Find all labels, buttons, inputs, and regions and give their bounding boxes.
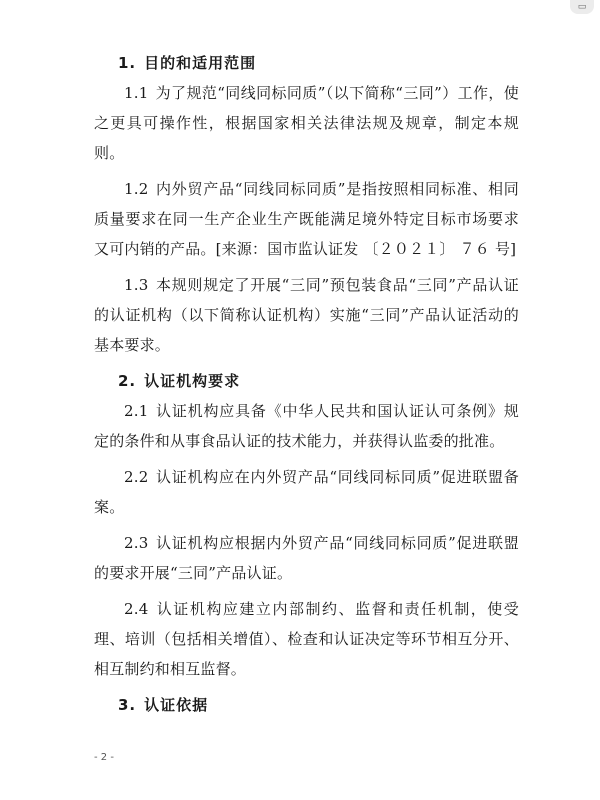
section-title: 认证机构要求 — [144, 372, 241, 390]
clause-number: 2.3 — [124, 534, 149, 552]
paragraph — [94, 594, 519, 684]
page-number: - 2 - — [94, 752, 114, 763]
clause-number: 2.4 — [124, 600, 149, 618]
clause-number: 1.3 — [124, 276, 149, 294]
clause-number: 2.2 — [124, 468, 149, 486]
section-number: 3. — [118, 696, 137, 714]
clause-number: 1.2 — [124, 180, 149, 198]
section-number: 1. — [118, 54, 137, 72]
section-title: 认证依据 — [144, 696, 209, 714]
section-heading — [94, 366, 519, 396]
document-body — [94, 48, 519, 720]
clause-text: 认证机构应建立内部制约、监督和责任机制，使受理、培训（包括相关增值）、检查和认证决定等环节相互分开、相互制约和相互监督。 — [94, 600, 519, 678]
section-title: 目的和适用范围 — [144, 54, 257, 72]
clause-text: 内外贸产品“同线同标同质”是指按照相同标准、相同质量要求在同一生产企业生产既能满足境外特定目标市场要求又可内销的产品。[来源：国市监认证发 〔２０２１〕 ７６ 号] — [94, 180, 520, 258]
clause-text: 认证机构应根据内外贸产品“同线同标同质”促进联盟的要求开展“三同”产品认证。 — [94, 534, 520, 582]
paragraph — [94, 174, 519, 264]
clause-text: 为了规范“同线同标同质”（以下简称“三同”）工作，使之更具可操作性，根据国家相关法律法规及规章，制定本规则。 — [94, 84, 519, 162]
section-heading — [94, 690, 519, 720]
clause-number: 1.1 — [124, 84, 149, 102]
paragraph — [94, 528, 519, 588]
paragraph — [94, 270, 519, 360]
paragraph — [94, 78, 519, 168]
clause-text: 本规则规定了开展“三同”预包装食品“三同”产品认证的认证机构（以下简称认证机构）实施“三同”产品认证活动的基本要求。 — [94, 276, 519, 354]
section-number: 2. — [118, 372, 137, 390]
paragraph — [94, 462, 519, 522]
clause-text: 认证机构应在内外贸产品“同线同标同质”促进联盟备案。 — [94, 468, 520, 516]
comment-icon[interactable]: ▭ — [570, 0, 594, 14]
section-heading — [94, 48, 519, 78]
clause-text: 认证机构应具备《中华人民共和国认证认可条例》规定的条件和从事食品认证的技术能力，并获得认监委的批准。 — [94, 402, 519, 450]
paragraph — [94, 396, 519, 456]
clause-number: 2.1 — [124, 402, 149, 420]
